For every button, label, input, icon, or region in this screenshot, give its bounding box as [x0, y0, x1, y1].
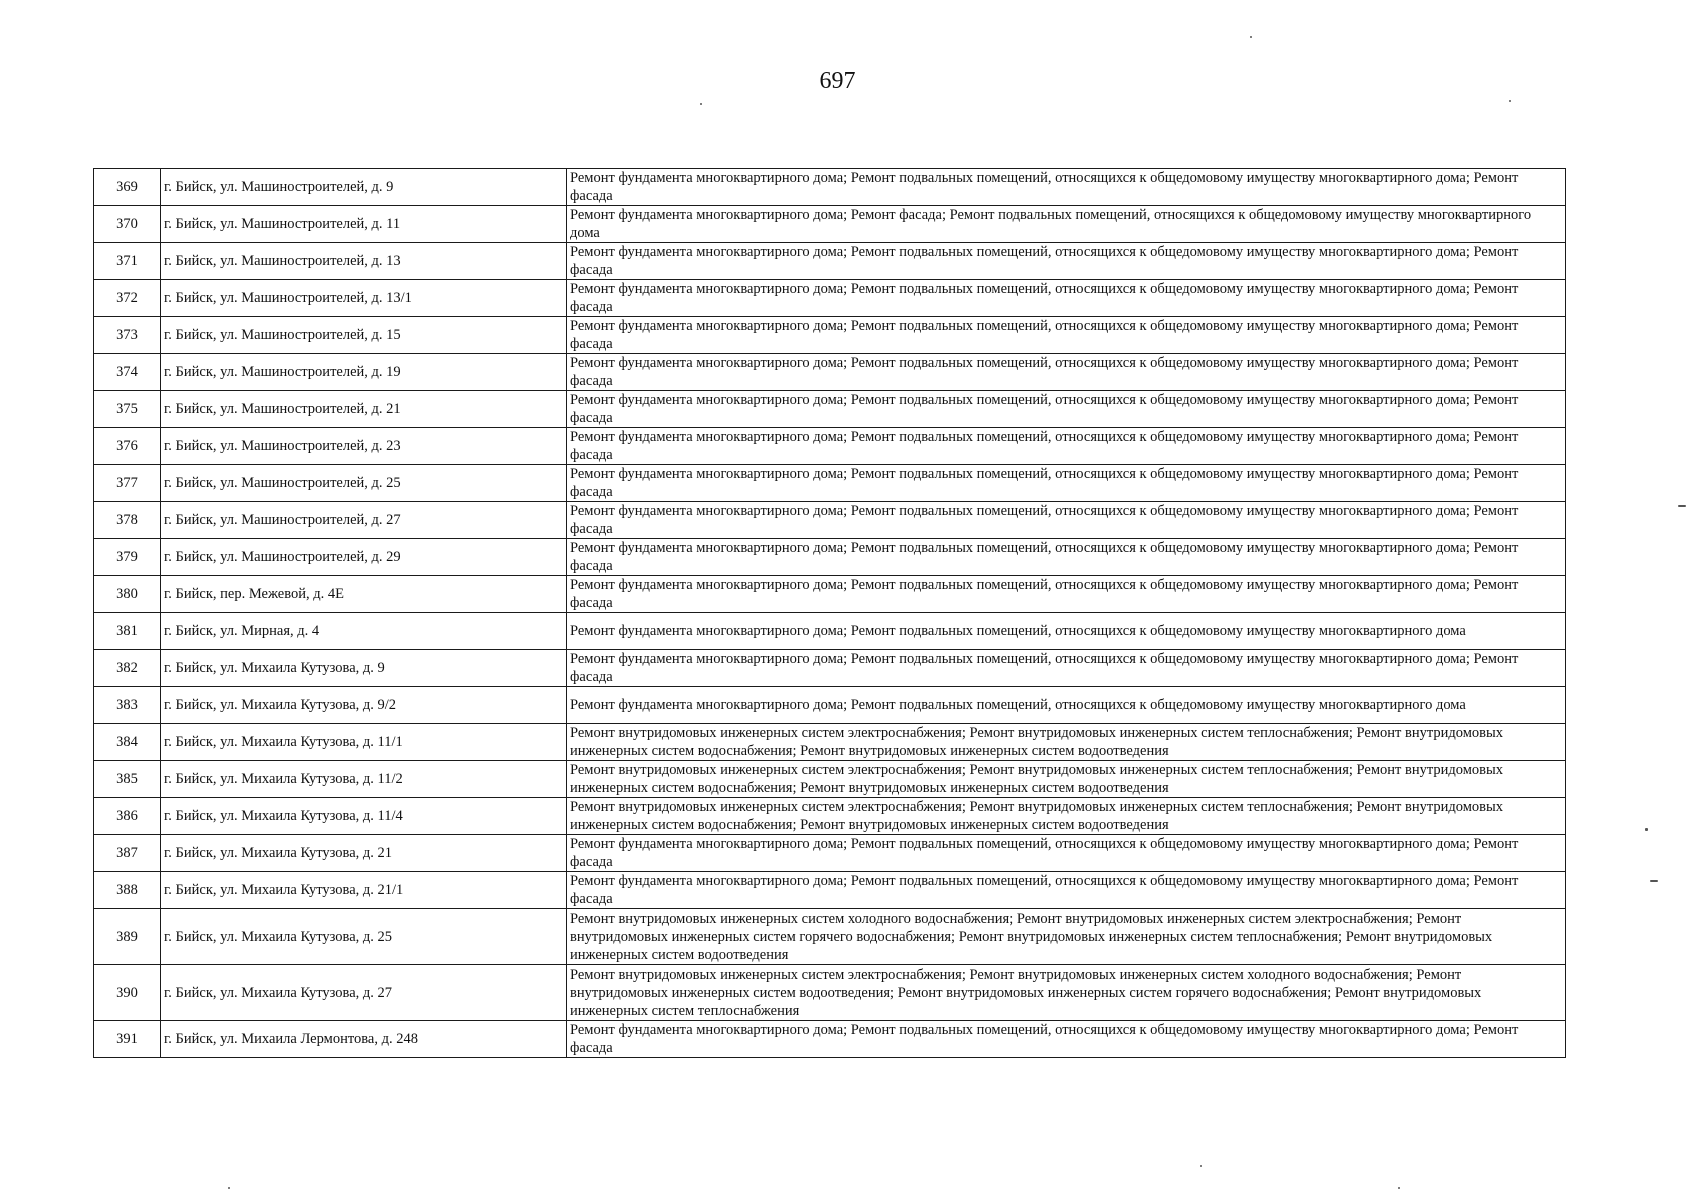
repair-works-cell: Ремонт фундамента многоквартирного дома; Ремонт подвальных помещений, относящихся к общедомовому имуществу многоквартирного дома; Ремонт фасада	[567, 391, 1566, 428]
address-cell: г. Бийск, ул. Михаила Кутузова, д. 25	[161, 909, 567, 965]
table-row	[94, 965, 1566, 1021]
table-row	[94, 169, 1566, 206]
row-number-cell: 369	[94, 169, 161, 206]
row-number-cell: 384	[94, 724, 161, 761]
row-number-cell: 370	[94, 206, 161, 243]
table-row	[94, 872, 1566, 909]
repair-works-cell: Ремонт фундамента многоквартирного дома; Ремонт подвальных помещений, относящихся к общедомовому имуществу многоквартирного дома	[567, 613, 1566, 650]
repair-works-cell: Ремонт внутридомовых инженерных систем холодного водоснабжения; Ремонт внутридомовых инженерных систем электроснабжения; Ремонт внутридомовых инженерных систем горячего водоснабжения; Ремонт внутридомовых инженерных систем теплоснабжения; Ремонт внутридомовых инженерных систем водоотведения	[567, 909, 1566, 965]
table-row	[94, 428, 1566, 465]
row-number-cell: 371	[94, 243, 161, 280]
table-row	[94, 502, 1566, 539]
repair-works-cell: Ремонт фундамента многоквартирного дома; Ремонт подвальных помещений, относящихся к общедомовому имуществу многоквартирного дома; Ремонт фасада	[567, 872, 1566, 909]
table-row	[94, 724, 1566, 761]
row-number-cell: 382	[94, 650, 161, 687]
page-number: 697	[819, 68, 856, 94]
scan-speck	[1250, 36, 1252, 38]
scan-speck	[1678, 505, 1686, 507]
table-row	[94, 835, 1566, 872]
repair-works-cell: Ремонт фундамента многоквартирного дома; Ремонт подвальных помещений, относящихся к общедомовому имуществу многоквартирного дома	[567, 687, 1566, 724]
table-row	[94, 317, 1566, 354]
scan-speck	[1645, 828, 1648, 831]
row-number-cell: 379	[94, 539, 161, 576]
repair-works-cell: Ремонт фундамента многоквартирного дома; Ремонт подвальных помещений, относящихся к общедомовому имуществу многоквартирного дома; Ремонт фасада	[567, 835, 1566, 872]
repair-works-cell: Ремонт фундамента многоквартирного дома; Ремонт фасада; Ремонт подвальных помещений, относящихся к общедомовому имуществу многоквартирного дома	[567, 206, 1566, 243]
address-cell: г. Бийск, ул. Михаила Кутузова, д. 9/2	[161, 687, 567, 724]
address-cell: г. Бийск, ул. Машиностроителей, д. 13/1	[161, 280, 567, 317]
address-cell: г. Бийск, ул. Михаила Кутузова, д. 11/2	[161, 761, 567, 798]
row-number-cell: 372	[94, 280, 161, 317]
address-cell: г. Бийск, ул. Машиностроителей, д. 19	[161, 354, 567, 391]
address-cell: г. Бийск, ул. Машиностроителей, д. 11	[161, 206, 567, 243]
repair-registry-table	[93, 168, 1566, 1058]
table-row	[94, 576, 1566, 613]
repair-works-cell: Ремонт фундамента многоквартирного дома; Ремонт подвальных помещений, относящихся к общедомовому имуществу многоквартирного дома; Ремонт фасада	[567, 317, 1566, 354]
row-number-cell: 378	[94, 502, 161, 539]
address-cell: г. Бийск, ул. Михаила Кутузова, д. 11/1	[161, 724, 567, 761]
repair-works-cell: Ремонт фундамента многоквартирного дома; Ремонт подвальных помещений, относящихся к общедомовому имуществу многоквартирного дома; Ремонт фасада	[567, 354, 1566, 391]
address-cell: г. Бийск, ул. Машиностроителей, д. 27	[161, 502, 567, 539]
table-row	[94, 687, 1566, 724]
repair-works-cell: Ремонт внутридомовых инженерных систем электроснабжения; Ремонт внутридомовых инженерных систем теплоснабжения; Ремонт внутридомовых инженерных систем водоснабжения; Ремонт внутридомовых инженерных систем водоотведения	[567, 798, 1566, 835]
row-number-cell: 374	[94, 354, 161, 391]
address-cell: г. Бийск, ул. Машиностроителей, д. 9	[161, 169, 567, 206]
repair-works-cell: Ремонт фундамента многоквартирного дома; Ремонт подвальных помещений, относящихся к общедомовому имуществу многоквартирного дома; Ремонт фасада	[567, 1021, 1566, 1058]
table-row	[94, 465, 1566, 502]
address-cell: г. Бийск, ул. Михаила Кутузова, д. 27	[161, 965, 567, 1021]
row-number-cell: 373	[94, 317, 161, 354]
table-row	[94, 206, 1566, 243]
address-cell: г. Бийск, ул. Машиностроителей, д. 29	[161, 539, 567, 576]
scan-speck	[1509, 100, 1511, 102]
table-row	[94, 613, 1566, 650]
repair-works-cell: Ремонт фундамента многоквартирного дома; Ремонт подвальных помещений, относящихся к общедомовому имуществу многоквартирного дома; Ремонт фасада	[567, 428, 1566, 465]
row-number-cell: 377	[94, 465, 161, 502]
address-cell: г. Бийск, ул. Машиностроителей, д. 13	[161, 243, 567, 280]
row-number-cell: 381	[94, 613, 161, 650]
table-row	[94, 539, 1566, 576]
repair-works-cell: Ремонт фундамента многоквартирного дома; Ремонт подвальных помещений, относящихся к общедомовому имуществу многоквартирного дома; Ремонт фасада	[567, 465, 1566, 502]
table-row	[94, 391, 1566, 428]
row-number-cell: 375	[94, 391, 161, 428]
repair-works-cell: Ремонт внутридомовых инженерных систем электроснабжения; Ремонт внутридомовых инженерных систем теплоснабжения; Ремонт внутридомовых инженерных систем водоснабжения; Ремонт внутридомовых инженерных систем водоотведения	[567, 761, 1566, 798]
scan-speck	[1650, 880, 1658, 882]
row-number-cell: 383	[94, 687, 161, 724]
repair-works-cell: Ремонт фундамента многоквартирного дома; Ремонт подвальных помещений, относящихся к общедомовому имуществу многоквартирного дома; Ремонт фасада	[567, 502, 1566, 539]
row-number-cell: 386	[94, 798, 161, 835]
table-row	[94, 280, 1566, 317]
row-number-cell: 380	[94, 576, 161, 613]
row-number-cell: 390	[94, 965, 161, 1021]
table-row	[94, 354, 1566, 391]
address-cell: г. Бийск, ул. Михаила Кутузова, д. 21/1	[161, 872, 567, 909]
address-cell: г. Бийск, ул. Михаила Лермонтова, д. 248	[161, 1021, 567, 1058]
row-number-cell: 388	[94, 872, 161, 909]
address-cell: г. Бийск, ул. Машиностроителей, д. 21	[161, 391, 567, 428]
row-number-cell: 376	[94, 428, 161, 465]
table-row	[94, 798, 1566, 835]
scan-speck	[1398, 1187, 1400, 1189]
address-cell: г. Бийск, ул. Михаила Кутузова, д. 11/4	[161, 798, 567, 835]
repair-works-cell: Ремонт внутридомовых инженерных систем электроснабжения; Ремонт внутридомовых инженерных систем теплоснабжения; Ремонт внутридомовых инженерных систем водоснабжения; Ремонт внутридомовых инженерных систем водоотведения	[567, 724, 1566, 761]
address-cell: г. Бийск, ул. Машиностроителей, д. 15	[161, 317, 567, 354]
address-cell: г. Бийск, ул. Машиностроителей, д. 25	[161, 465, 567, 502]
row-number-cell: 387	[94, 835, 161, 872]
table-row	[94, 761, 1566, 798]
scan-speck	[228, 1187, 230, 1189]
table-row	[94, 243, 1566, 280]
repair-works-cell: Ремонт фундамента многоквартирного дома; Ремонт подвальных помещений, относящихся к общедомовому имуществу многоквартирного дома; Ремонт фасада	[567, 169, 1566, 206]
address-cell: г. Бийск, ул. Мирная, д. 4	[161, 613, 567, 650]
row-number-cell: 391	[94, 1021, 161, 1058]
scan-speck	[1200, 1165, 1202, 1167]
row-number-cell: 389	[94, 909, 161, 965]
address-cell: г. Бийск, ул. Михаила Кутузова, д. 21	[161, 835, 567, 872]
repair-works-cell: Ремонт фундамента многоквартирного дома; Ремонт подвальных помещений, относящихся к общедомовому имуществу многоквартирного дома; Ремонт фасада	[567, 650, 1566, 687]
table-row	[94, 909, 1566, 965]
table-row	[94, 1021, 1566, 1058]
address-cell: г. Бийск, пер. Межевой, д. 4Е	[161, 576, 567, 613]
table-row	[94, 650, 1566, 687]
repair-works-cell: Ремонт фундамента многоквартирного дома; Ремонт подвальных помещений, относящихся к общедомовому имуществу многоквартирного дома; Ремонт фасада	[567, 280, 1566, 317]
address-cell: г. Бийск, ул. Машиностроителей, д. 23	[161, 428, 567, 465]
registry-table-body	[94, 169, 1566, 1058]
repair-works-cell: Ремонт внутридомовых инженерных систем электроснабжения; Ремонт внутридомовых инженерных систем холодного водоснабжения; Ремонт внутридомовых инженерных систем водоотведения; Ремонт внутридомовых инженерных систем горячего водоснабжения; Ремонт внутридомовых инженерных систем теплоснабжения	[567, 965, 1566, 1021]
scan-speck	[700, 103, 702, 105]
repair-works-cell: Ремонт фундамента многоквартирного дома; Ремонт подвальных помещений, относящихся к общедомовому имуществу многоквартирного дома; Ремонт фасада	[567, 243, 1566, 280]
repair-works-cell: Ремонт фундамента многоквартирного дома; Ремонт подвальных помещений, относящихся к общедомовому имуществу многоквартирного дома; Ремонт фасада	[567, 576, 1566, 613]
repair-works-cell: Ремонт фундамента многоквартирного дома; Ремонт подвальных помещений, относящихся к общедомовому имуществу многоквартирного дома; Ремонт фасада	[567, 539, 1566, 576]
address-cell: г. Бийск, ул. Михаила Кутузова, д. 9	[161, 650, 567, 687]
row-number-cell: 385	[94, 761, 161, 798]
